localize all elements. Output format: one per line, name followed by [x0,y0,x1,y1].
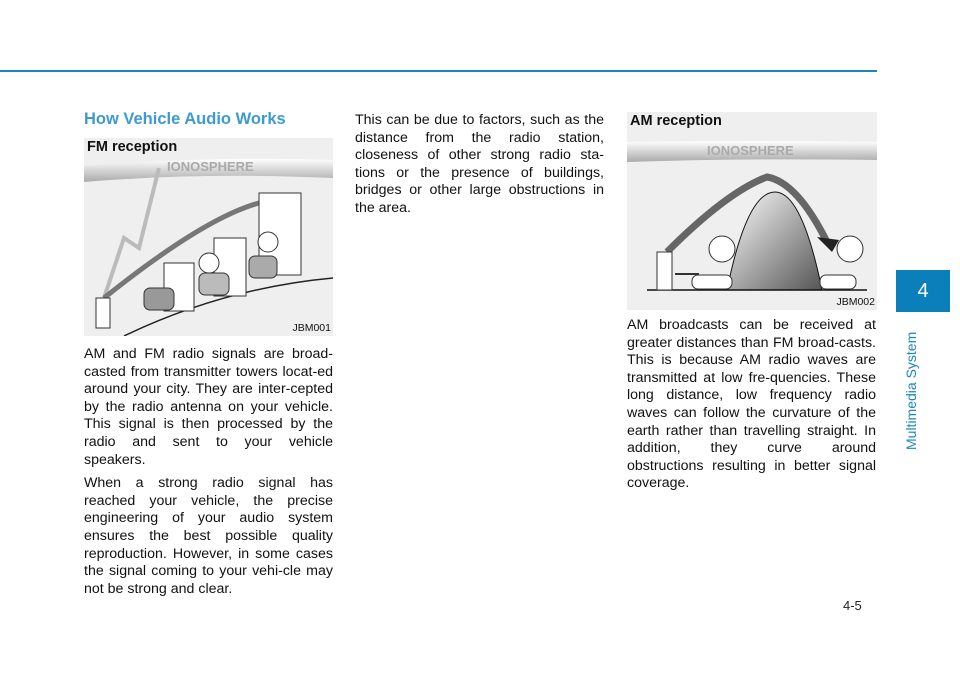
paragraph: This can be due to factors, such as the distance from the radio station, closeness of other strong radio sta-tions or the presence of buildings, bridges or other large obstructions in the area. [355,112,604,216]
am-caption: AM reception [630,113,722,129]
fm-ionosphere-label: IONOSPHERE [167,159,254,174]
page-number: 4-5 [843,598,862,613]
paragraph: AM and FM radio signals are broad-casted from transmitter towers locat-ed around your city. They are inter-cepted by the radio antenna on your vehicle. This signal is then processed by the radio and sent to your vehicle speakers. [84,346,333,468]
paragraph: When a strong radio signal has reached your vehicle, the precise engineering of your audio system ensures the best possible quality reproduction. However, in some cases the signal coming to your vehi-cle may not be strong and clear. [84,475,333,597]
header-rule [0,70,877,72]
chapter-tab: 4 [896,270,950,312]
middle-column [355,112,604,224]
am-figure-code: JBM002 [836,296,875,308]
paragraph: AM broadcasts can be received at greater distances than FM broad-casts. This is because AM radio waves are transmitted at low fre-quencies. These long distance, low frequency radio waves can follow the curvature of the earth rather than travelling straight. In addition, they curve around obstructions resulting in better signal coverage. [627,317,876,492]
fm-reception-figure [84,138,333,336]
am-reception-figure [627,112,877,310]
am-ionosphere-label: IONOSPHERE [707,143,794,158]
fm-figure-code: JBM001 [292,322,331,334]
fm-caption: FM reception [87,139,178,155]
chapter-name: Multimedia System [903,331,919,450]
left-column [84,346,333,604]
section-title: How Vehicle Audio Works [84,110,286,128]
am-illustration [627,112,877,310]
right-column [627,317,876,499]
